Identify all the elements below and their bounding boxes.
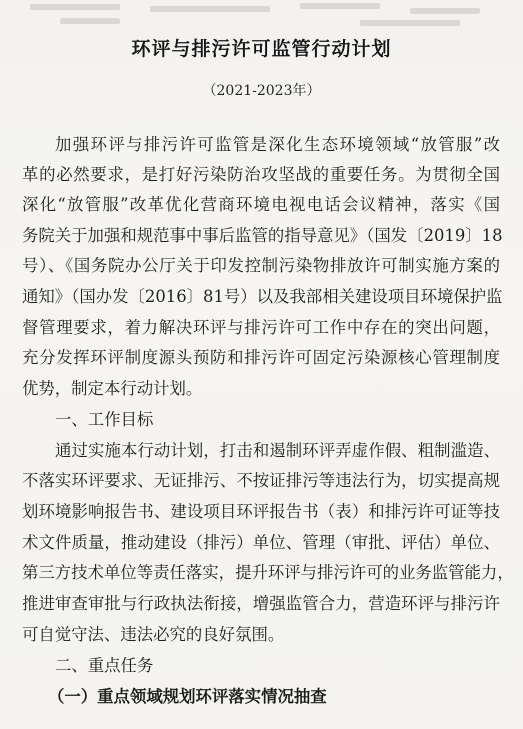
section-heading: 二、重点任务 <box>55 656 154 675</box>
section1-line: 推进审查审批与行政执法衔接，增强监管合力，营造环评与排污许 <box>22 594 500 613</box>
intro-line: 革的必然要求，是打好污染防治攻坚战的重要任务。为贯彻全国 <box>22 165 500 184</box>
intro-line: 优势，制定本行动计划。 <box>22 379 203 398</box>
section1-line: 划环境影响报告书、建设项目环评报告书（表）和排污许可证等技 <box>22 502 500 521</box>
section1-line: 第三方技术单位等责任落实，提升环评与排污许可的业务监管能力， <box>22 563 514 582</box>
section-subheading: （一）重点领域规划环评落实情况抽查 <box>48 687 327 706</box>
intro-line: 务院关于加强和规范事中事后监管的指导意见》（国发〔2019〕18 <box>22 226 503 245</box>
intro-line: 深化“放管服”改革优化营商环境电视电话会议精神，落实《国 <box>22 195 500 214</box>
document-subtitle: （2021-2023年） <box>202 83 321 99</box>
intro-line: 通知》（国办发〔2016〕81号）以及我部相关建设项目环境保护监 <box>22 287 503 306</box>
section1-line: 不落实环评要求、无证排污、不按证排污等违法行为，切实提高规 <box>22 471 500 490</box>
intro-line: 加强环评与排污许可监管是深化生态环境领域“放管服”改 <box>55 135 500 154</box>
section1-line: 通过实施本行动计划，打击和遏制环评弄虚作假、粗制滥造、 <box>55 441 500 460</box>
section-heading: 一、工作目标 <box>55 410 154 429</box>
intro-line: 督管理要求，着力解决环评与排污许可工作中存在的突出问题， <box>22 318 500 337</box>
intro-line: 号）、《国务院办公厅关于印发控制污染物排放许可制实施方案的 <box>22 256 500 275</box>
section1-line: 可自觉守法、违法必究的良好氛围。 <box>22 625 285 644</box>
section1-line: 术文件质量，推动建设（排污）单位、管理（审批、评估）单位、 <box>22 533 500 552</box>
intro-line: 充分发挥环评制度源头预防和排污许可固定污染源核心管理制度 <box>22 348 500 367</box>
reverse-side-bleed-through <box>0 0 523 30</box>
document-title: 环评与排污许可监管行动计划 <box>131 38 392 60</box>
